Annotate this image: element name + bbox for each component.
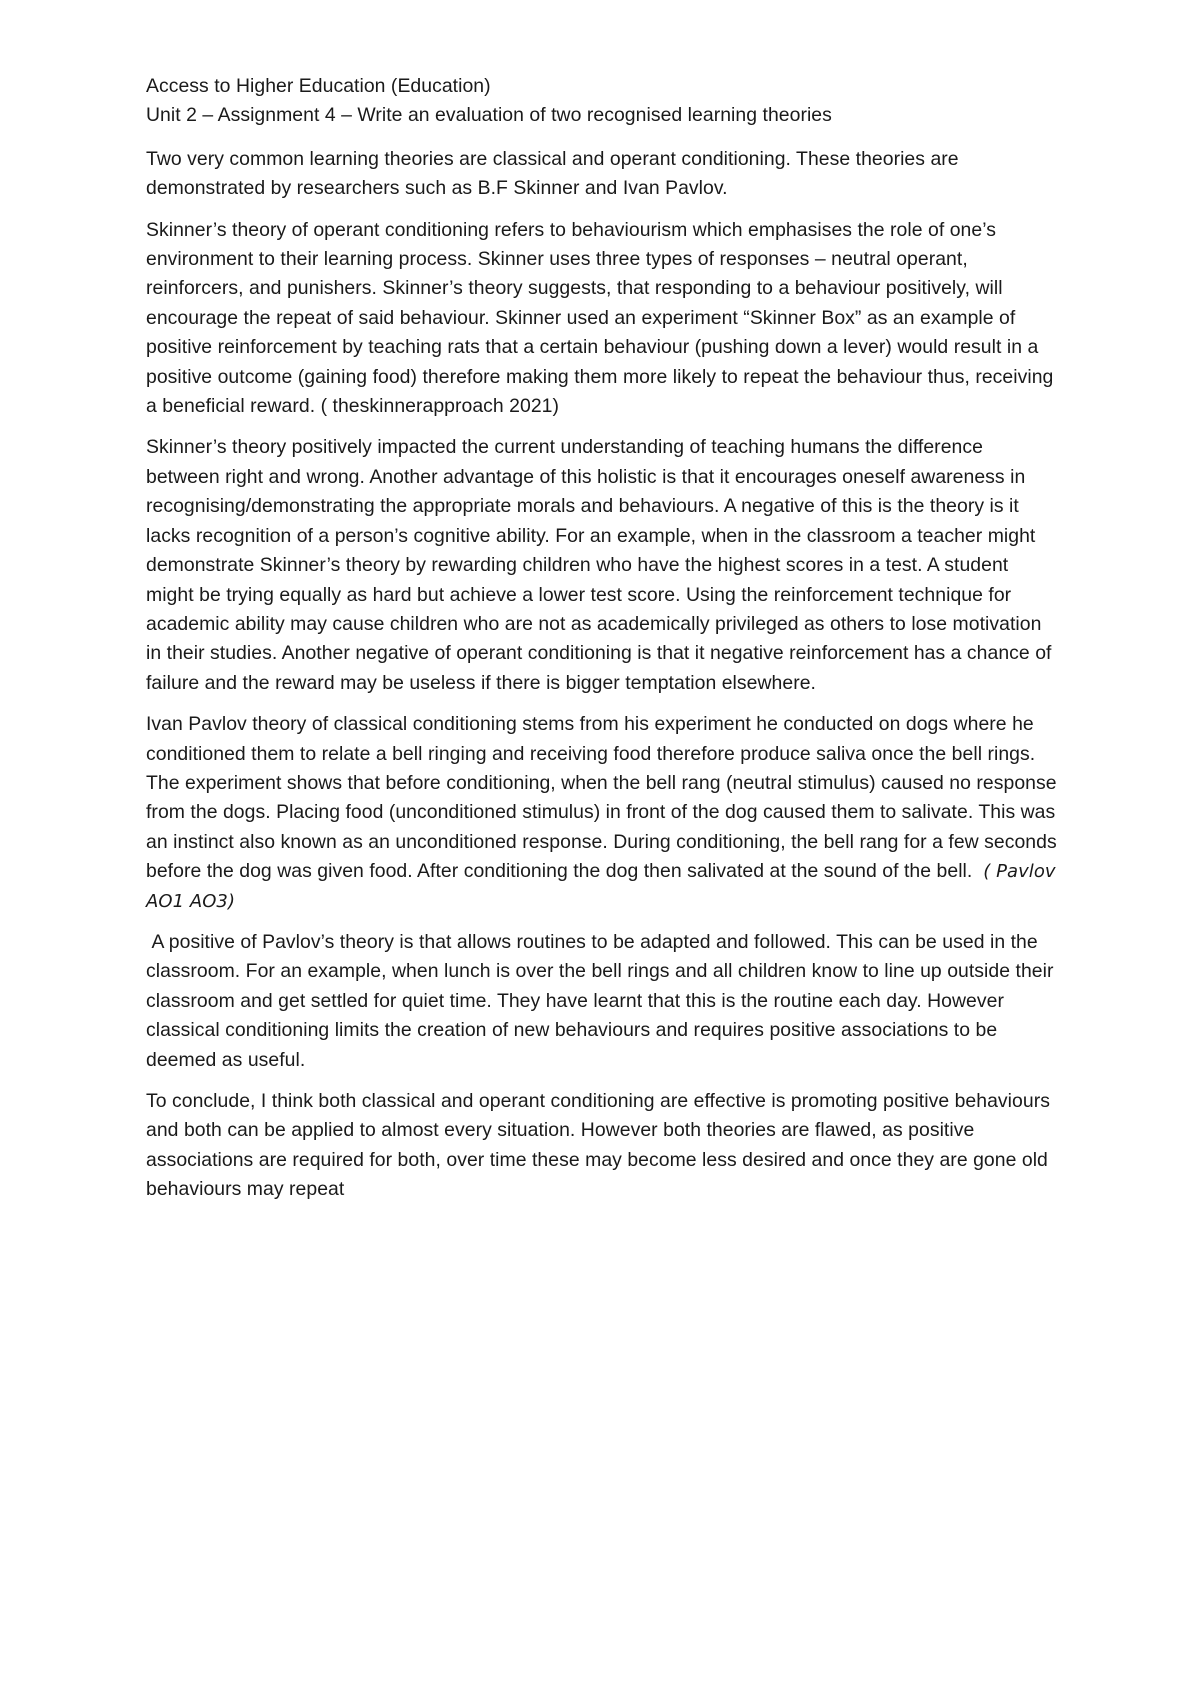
document-title-line-2: Unit 2 – Assignment 4 – Write an evaluation of two recognised learning theories [146,104,832,127]
paragraph-intro: Two very common learning theories are classical and operant conditioning. These theories are demonstrated by researchers such as B.F Skinner and Ivan Pavlov. [146,147,959,200]
paragraph-skinner-theory: Skinner’s theory of operant conditioning refers to behaviourism which emphasises the role of one’s environment to their learning process. Skinner uses three types of responses – neutral operant, reinforcers, and punishers. Skinner’s theory suggests, that responding to a behaviour positively, will encourage the repeat of said behaviour. Skinner used an experiment “Skinner Box” as an example of positive reinforcement by teaching rats that a certain behaviour (pushing down a lever) would result in a positive outcome (gaining food) therefore making them more likely to repeat the behaviour thus, receiving a beneficial reward. ( theskinnerapproach 2021) [146,218,1054,418]
paragraph-skinner-evaluation: Skinner’s theory positively impacted the current understanding of teaching humans the difference between right and wrong. Another advantage of this holistic is that it encourages oneself awareness in recognising/demonstrating the appropriate morals and behaviours. A negative of this is the theory is it lacks recognition of a person’s cognitive ability. For an example, when in the classroom a teacher might demonstrate Skinner’s theory by rewarding children who have the highest scores in a test. A student might be trying equally as hard but achieve a lower test score. Using the reinforcement technique for academic ability may cause children who are not as academically privileged as others to lose motivation in their studies. Another negative of operant conditioning is that it negative reinforcement has a chance of failure and the reward may be useless if there is bigger temptation elsewhere. [146,436,1052,694]
document-body [146,72,1061,1205]
paragraph-pavlov-theory [146,710,1061,916]
pavlov-theory-text: Ivan Pavlov theory of classical conditioning stems from his experiment he conducted on dogs where he conditioned them to relate a bell ringing and receiving food therefore produce saliva once the bell rings. The experiment shows that before conditioning, when the bell rang (neutral stimulus) caused no response from the dogs. Placing food (unconditioned stimulus) in front of the dog caused them to salivate. This was an instinct also known as an unconditioned response. During conditioning, the bell rang for a few seconds before the dog was given food. After conditioning the dog then salivated at the sound of the bell. [146,713,1057,883]
pavlov-citation: ( Pavlov AO1 AO3) [146,861,1056,912]
paragraph-pavlov-evaluation: A positive of Pavlov’s theory is that allows routines to be adapted and followed. This can be used in the classroom. For an example, when lunch is over the bell rings and all children know to line up outside their classroom and get settled for quiet time. They have learnt that this is the routine each day. However classical conditioning limits the creation of new behaviours and requires positive associations to be deemed as useful. [146,930,1059,1071]
document-title-line-1: Access to Higher Education (Education) [146,75,491,97]
paragraph-conclusion: To conclude, I think both classical and operant conditioning are effective is promoting positive behaviours and both can be applied to almost every situation. However both theories are flawed, as positive associations are required for both, over time these may become less desired and once they are gone old behaviours may repeat [146,1090,1050,1201]
